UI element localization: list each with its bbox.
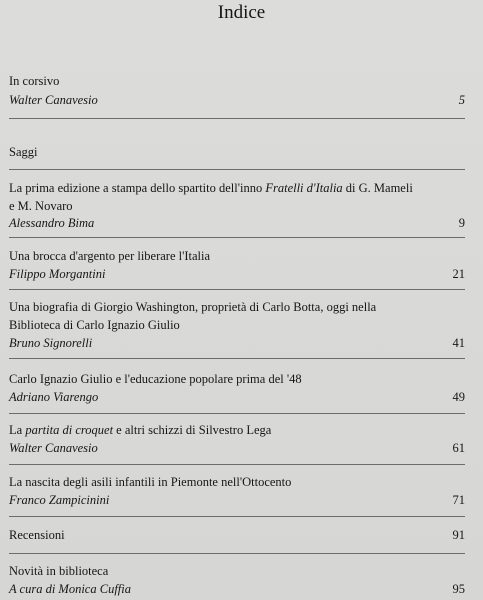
- entry-author: Franco Zampicinini 71: [9, 493, 465, 507]
- divider: [9, 237, 465, 238]
- entry-title: La partita di croquet e altri schizzi di Silvestro Lega: [9, 423, 272, 437]
- entry-title: Carlo Ignazio Giulio e l'educazione popolare prima del '48: [9, 372, 302, 386]
- entry-page-number: 21: [452, 267, 465, 281]
- entry-page-number: 9: [458, 216, 465, 230]
- entry-author: Adriano Viarengo 49: [9, 390, 465, 404]
- entry-author: Alessandro Bima 9: [9, 216, 465, 230]
- divider: [9, 413, 465, 414]
- entry-author: Walter Canavesio 61: [9, 441, 465, 455]
- section-heading-in-corsivo: In corsivo: [9, 74, 60, 88]
- entry-title-line2: Biblioteca di Carlo Ignazio Giulio: [9, 318, 180, 332]
- entry-title: Recensioni 91: [9, 528, 465, 542]
- entry-page-number: 5: [458, 93, 465, 107]
- divider: [9, 358, 465, 359]
- entry-page-number: 91: [452, 528, 465, 542]
- entry-author: Bruno Signorelli 41: [9, 336, 465, 350]
- entry-page-number: 95: [452, 582, 465, 596]
- divider: [9, 516, 465, 517]
- divider: [9, 464, 465, 465]
- section-heading-saggi: Saggi: [9, 145, 38, 159]
- entry-title-line2: e M. Novaro: [9, 199, 73, 213]
- entry-page-number: 61: [452, 441, 465, 455]
- entry-author: Walter Canavesio 5: [9, 93, 465, 107]
- entry-author: Filippo Morgantini 21: [9, 267, 465, 281]
- divider: [9, 169, 465, 170]
- entry-title: Una brocca d'argento per liberare l'Italia: [9, 249, 211, 263]
- divider: [9, 553, 465, 554]
- entry-title: La nascita degli asili infantili in Piemonte nell'Ottocento: [9, 475, 292, 489]
- entry-title: Una biografia di Giorgio Washington, proprietà di Carlo Botta, oggi nella: [9, 300, 377, 314]
- entry-page-number: 71: [452, 493, 465, 507]
- entry-page-number: 41: [452, 336, 465, 350]
- divider: [9, 118, 465, 119]
- entry-title: La prima edizione a stampa dello spartito dell'inno Fratelli d'Italia di G. Mameli: [9, 181, 413, 195]
- entry-title: Novità in biblioteca: [9, 564, 109, 578]
- page-title: Indice: [217, 2, 266, 23]
- entry-author: A cura di Monica Cuffia 95: [9, 582, 465, 596]
- divider: [9, 289, 465, 290]
- entry-page-number: 49: [452, 390, 465, 404]
